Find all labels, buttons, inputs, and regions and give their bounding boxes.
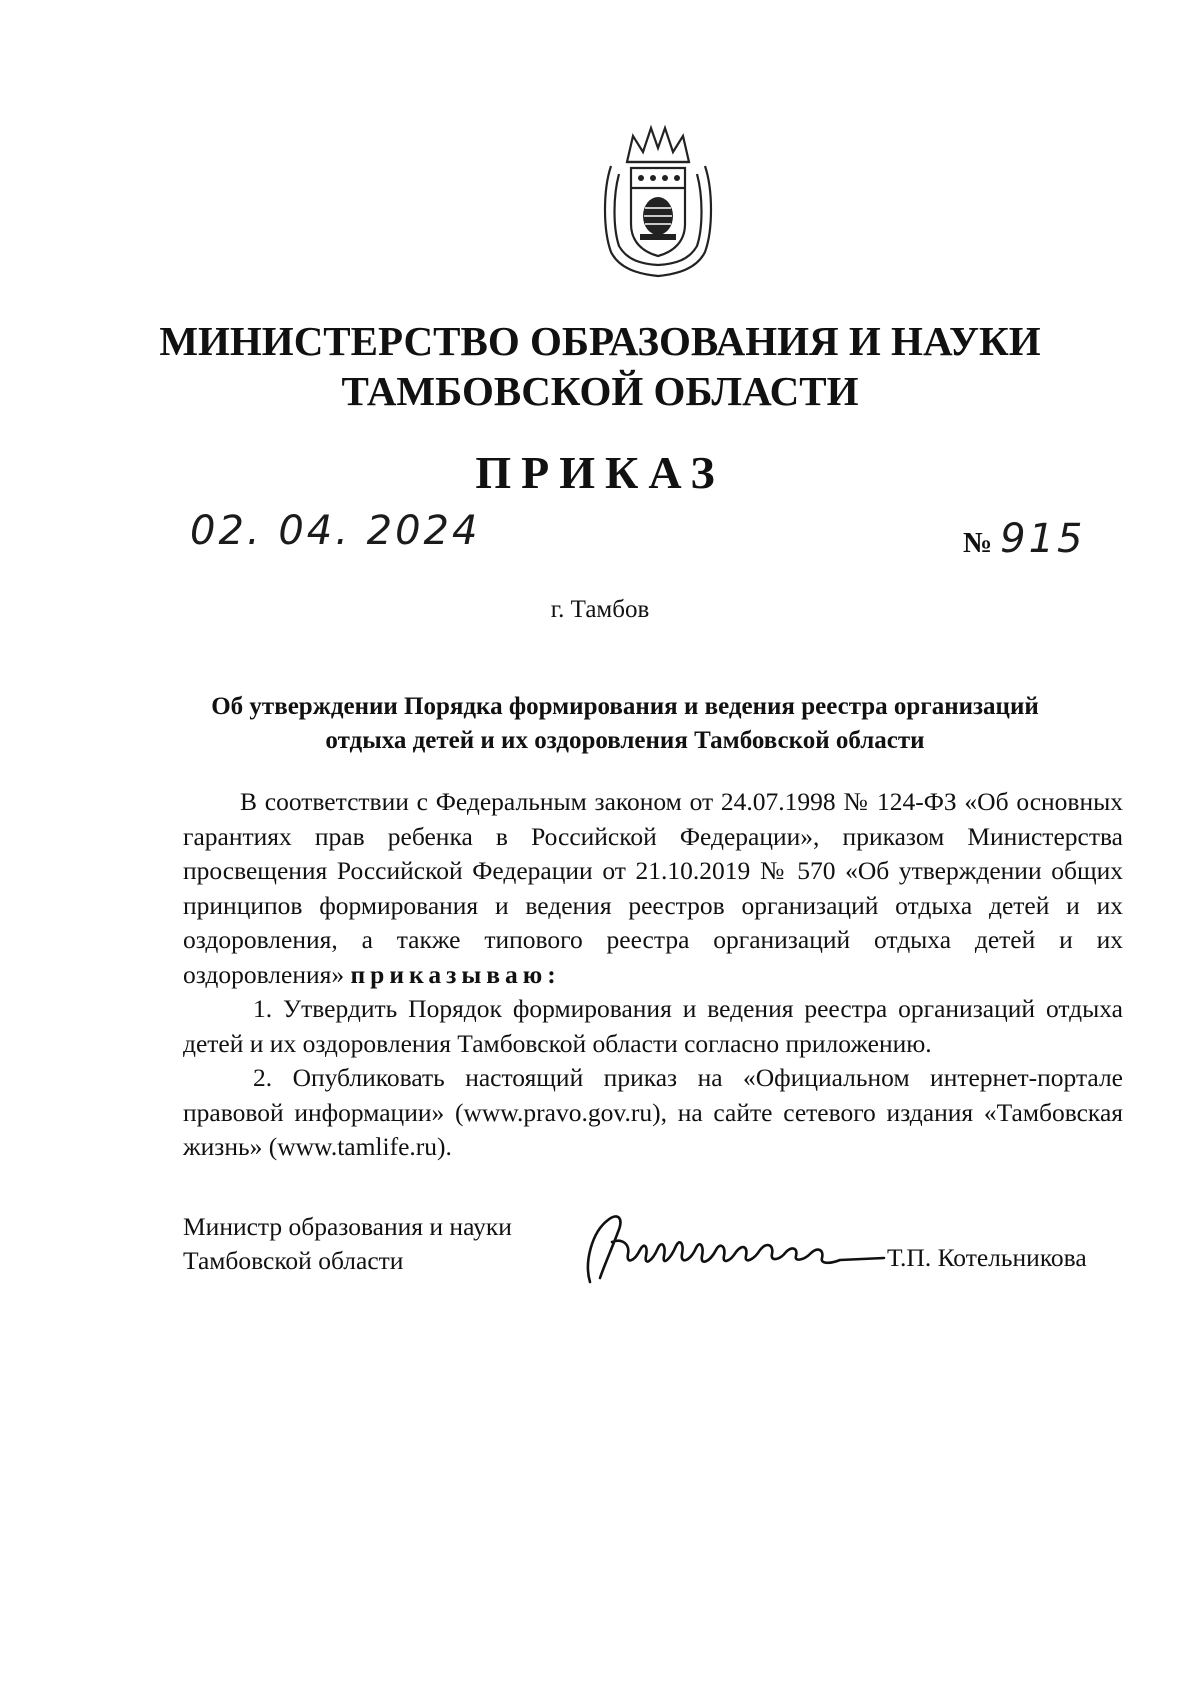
order-subject [150, 690, 1100, 758]
coat-of-arms-emblem [597, 120, 719, 280]
subject-line-1: Об утверждении Порядка формирования и ведения реестра организаций [211, 693, 1039, 720]
order-item-2: 2. Опубликовать настоящий приказ на «Официальном интернет-портале правовой информации» (www.pravo.gov.ru), на сайте сетевого издания «Тамбовская жизнь» (www.tamlife.ru). [183, 1063, 1123, 1161]
number-sign: № [963, 527, 993, 559]
signatory-title-line-2: Тамбовской области [183, 1246, 404, 1275]
order-body [183, 785, 1123, 1165]
order-number [963, 516, 1086, 562]
document-type-title: ПРИКАЗ [475, 447, 725, 498]
signatory-title-line-1: Министр образования и науки [183, 1212, 512, 1241]
subject-line-2: отдыха детей и их оздоровления Тамбовской области [325, 727, 925, 754]
order-date: 02. 04. 2024 [190, 508, 481, 554]
city: г. Тамбов [550, 596, 650, 623]
preamble-text: В соответствии с Федеральным законом от 24.07.1998 № 124-ФЗ «Об основных гарантиях прав ребенка в Российской Федерации», приказом Министерства просвещения Российской Федерации от 21.10.2019 № 570 «Об утверждении общих принципов формирования и ведения реестров организаций отдыха детей и их оздоровления, а также типового реестра организаций отдыха детей и их оздоровления» [183, 787, 1123, 989]
preamble-paragraph [183, 785, 1123, 992]
signatory-name: Т.П. Котельникова [887, 1243, 1087, 1272]
ministry-name-line-2: ТАМБОВСКОЙ ОБЛАСТИ [341, 368, 859, 414]
handwritten-signature [578, 1202, 898, 1288]
directive-word: приказываю: [350, 959, 561, 989]
signatory-title [183, 1210, 512, 1278]
order-number-value: 915 [1000, 516, 1086, 562]
ministry-name-line-1: МИНИСТЕРСТВО ОБРАЗОВАНИЯ И НАУКИ [159, 318, 1041, 364]
order-item-1: 1. Утвердить Порядок формирования и ведения реестра организаций отдыха детей и их оздоровления Тамбовской области согласно приложению. [183, 994, 1123, 1058]
